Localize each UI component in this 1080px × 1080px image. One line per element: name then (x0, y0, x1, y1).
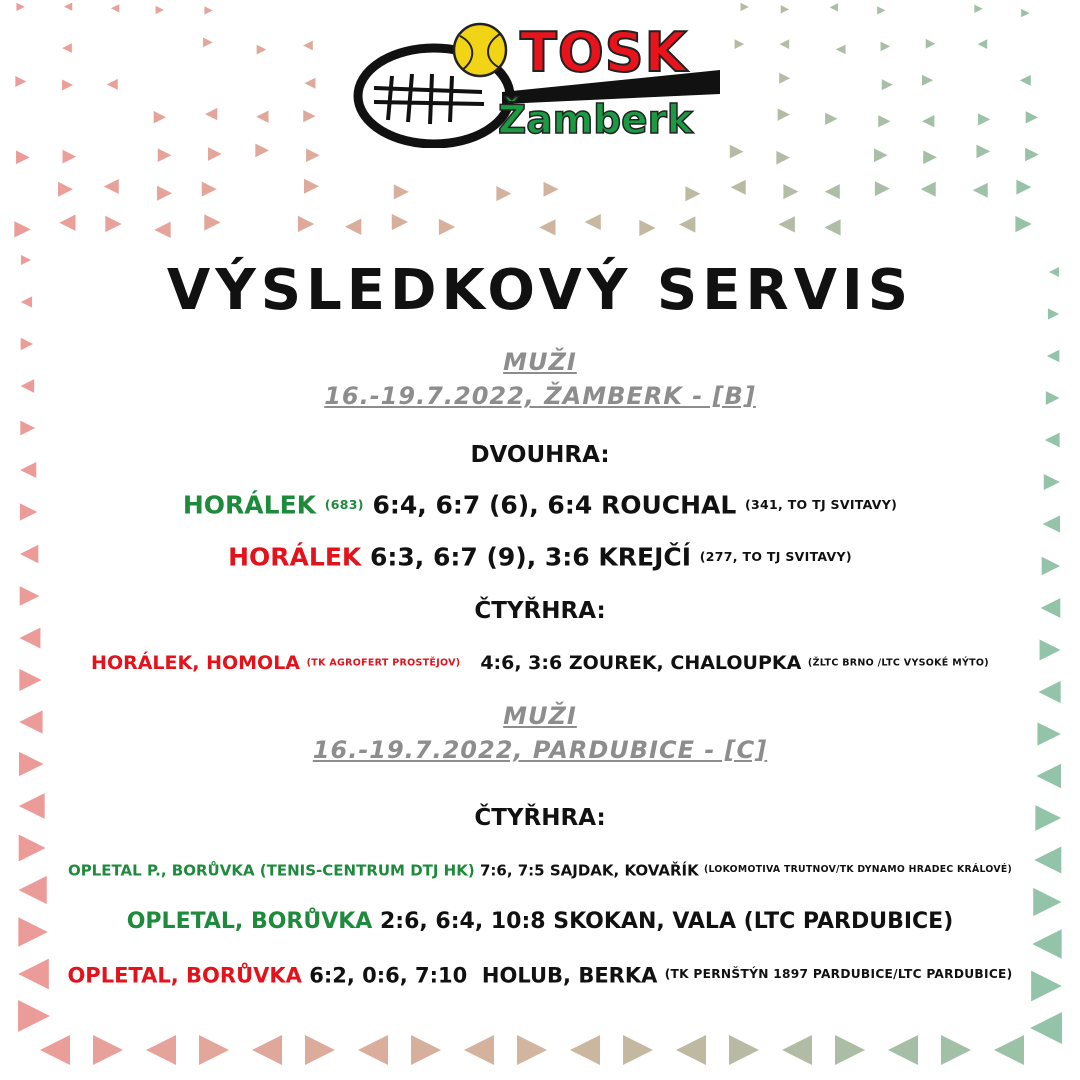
section2-category: MUŽI (503, 702, 577, 730)
decor-triangle (18, 1000, 50, 1032)
decor-triangle (204, 214, 220, 230)
decor-triangle (875, 181, 890, 196)
decor-triangle (824, 219, 840, 235)
section2-event: 16.-19.7.2022, PARDUBICE - [C] (312, 736, 768, 764)
decor-triangle (464, 1035, 494, 1065)
decor-triangle (976, 145, 990, 159)
decor-triangle (304, 78, 315, 89)
decor-triangle (16, 3, 24, 11)
decor-triangle (978, 39, 988, 49)
decor-triangle (358, 1035, 388, 1065)
decor-triangle (585, 214, 601, 230)
match-opponent: KREJČÍ (598, 542, 692, 572)
decor-triangle (298, 216, 314, 232)
decor-triangle (105, 216, 121, 232)
page-title: VÝSLEDKOVÝ SERVIS (166, 258, 914, 323)
decor-triangle (252, 1035, 282, 1065)
decor-triangle (392, 214, 408, 230)
decor-triangle (544, 182, 559, 197)
decor-triangle (926, 39, 936, 49)
decor-triangle (877, 6, 885, 14)
decor-triangle (256, 111, 268, 123)
decor-triangle (154, 222, 170, 238)
decor-triangle (922, 115, 934, 127)
decor-triangle (411, 1035, 441, 1065)
decor-triangle (303, 110, 315, 122)
decor-triangle (20, 628, 41, 649)
decor-triangle (781, 5, 789, 13)
match-score: 6:4, 6:7 (6), 6:4 (372, 490, 593, 520)
match-opponents-club: (TK PERNŠTÝN 1897 PARDUBICE/LTC PARDUBICE) (664, 967, 1013, 981)
decor-triangle (1036, 764, 1061, 789)
decor-triangle (994, 1035, 1024, 1065)
match-opponent-info: (277, TO TJ SVITAVY) (699, 549, 852, 564)
decor-triangle (974, 5, 982, 13)
decor-triangle (874, 148, 888, 162)
decor-triangle (20, 421, 35, 436)
match-player: HORÁLEK (182, 490, 317, 520)
decor-triangle (731, 180, 746, 195)
decor-triangle (539, 219, 555, 235)
decor-triangle (202, 182, 217, 197)
decor-triangle (1026, 111, 1038, 123)
match-score: 4:6, 3:6 (480, 652, 563, 674)
decor-triangle (923, 150, 937, 164)
decor-triangle (825, 184, 840, 199)
match-row (0, 856, 1080, 884)
decor-triangle (62, 43, 72, 53)
decor-triangle (623, 1035, 653, 1065)
section2-doubles-heading: ČTYŘHRA: (474, 805, 606, 831)
decor-triangle (63, 150, 77, 164)
match-row (0, 906, 1080, 938)
match-opponents: ZOUREK, CHALOUPKA (568, 652, 802, 674)
section1-doubles-heading: ČTYŘHRA: (474, 598, 606, 624)
match-opponents: SAJDAK, KOVAŘÍK (549, 861, 699, 880)
decor-triangle (1020, 75, 1031, 86)
decor-triangle (93, 1035, 123, 1065)
tennis-ball-icon (454, 24, 506, 76)
logo-town: Žamberk (498, 98, 693, 143)
decor-triangle (439, 219, 455, 235)
decor-triangle (157, 186, 172, 201)
decor-triangle (40, 1035, 70, 1065)
match-row (0, 488, 1080, 522)
decor-triangle (1021, 9, 1029, 17)
decor-triangle (199, 1035, 229, 1065)
decor-triangle (394, 184, 409, 199)
decor-triangle (146, 1035, 176, 1065)
match-score: 6:3, 6:7 (9), 3:6 (369, 542, 590, 572)
decor-triangle (111, 4, 119, 12)
section1-event: 16.-19.7.2022, ŽAMBERK - [B] (324, 382, 756, 410)
match-players-club: (TK AGROFERT PROSTĚJOV) (306, 657, 461, 669)
decor-triangle (59, 215, 75, 231)
section1-category: MUŽI (503, 348, 577, 376)
decor-triangle (255, 144, 269, 158)
decor-triangle (303, 41, 313, 51)
decor-triangle (783, 184, 798, 199)
decor-triangle (779, 216, 795, 232)
decor-triangle (1030, 1012, 1062, 1044)
decor-triangle (676, 1035, 706, 1065)
decor-triangle (921, 182, 936, 197)
match-players: HORÁLEK, HOMOLA (91, 652, 301, 674)
decor-triangle (208, 147, 222, 161)
match-players: OPLETAL P., BORŮVKA (TENIS-CENTRUM DTJ HK) (67, 861, 475, 880)
decor-triangle (835, 1035, 865, 1065)
decor-triangle (14, 221, 30, 237)
decor-triangle (922, 75, 933, 86)
decor-triangle (305, 1035, 335, 1065)
decor-triangle (154, 111, 166, 123)
decor-triangle (779, 73, 790, 84)
decor-triangle (304, 179, 319, 194)
decor-triangle (941, 1035, 971, 1065)
decor-triangle (776, 151, 790, 165)
decor-triangle (639, 220, 655, 236)
match-player: HORÁLEK (228, 542, 362, 572)
decor-triangle (15, 76, 26, 87)
match-player-rank: (683) (324, 497, 364, 512)
decor-triangle (496, 186, 511, 201)
decor-triangle (517, 1035, 547, 1065)
section1-singles-heading: DVOUHRA: (470, 442, 610, 468)
decor-triangle (825, 113, 837, 125)
decor-triangle (741, 3, 749, 11)
decor-triangle (778, 108, 790, 120)
match-score: 7:6, 7:5 (479, 861, 545, 880)
match-score: 6:2, 0:6, 7:10 (309, 963, 468, 988)
match-opponents: SKOKAN, VALA (LTC PARDUBICE) (553, 909, 954, 934)
match-score: 2:6, 6:4, 10:8 (380, 909, 546, 934)
decor-triangle (156, 6, 164, 14)
decor-triangle (685, 186, 700, 201)
decor-triangle (978, 113, 990, 125)
logo-name: TOSK (520, 21, 688, 84)
decor-triangle (881, 42, 891, 52)
match-row (0, 648, 1080, 679)
decor-triangle (1016, 180, 1031, 195)
club-logo (352, 18, 724, 148)
decor-triangle (1025, 148, 1039, 162)
decor-triangle (735, 39, 745, 49)
decor-triangle (306, 148, 320, 162)
decor-triangle (58, 182, 73, 197)
match-opponents-club: (LOKOMOTIVA TRUTNOV/TK DYNAMO HRADEC KRÁLOVÉ) (703, 864, 1013, 875)
decor-triangle (830, 3, 838, 11)
decor-triangle (729, 1035, 759, 1065)
match-row (0, 958, 1080, 991)
decor-triangle (107, 79, 118, 90)
decor-triangle (1015, 216, 1031, 232)
decor-triangle (730, 145, 744, 159)
match-opponent: ROUCHAL (600, 490, 737, 520)
decor-triangle (888, 1035, 918, 1065)
match-opponent-info: (341, TO TJ SVITAVY) (745, 497, 898, 512)
decor-triangle (878, 115, 890, 127)
decor-triangle (782, 1035, 812, 1065)
decor-triangle (570, 1035, 600, 1065)
decor-triangle (203, 38, 213, 48)
match-opponents-club: (ŽLTC BRNO /LTC VYSOKÉ MÝTO) (807, 657, 989, 669)
decor-triangle (836, 45, 846, 55)
decor-triangle (104, 179, 119, 194)
match-players: OPLETAL, BORŮVKA (126, 909, 373, 934)
decor-triangle (882, 79, 893, 90)
decor-triangle (973, 183, 988, 198)
match-opponents: HOLUB, BERKA (481, 963, 658, 988)
decor-triangle (779, 39, 789, 49)
decor-triangle (62, 79, 73, 90)
match-players: OPLETAL, BORŮVKA (67, 963, 302, 988)
decor-triangle (205, 108, 217, 120)
decor-triangle (16, 150, 30, 164)
decor-triangle (679, 216, 695, 232)
match-row (0, 540, 1080, 574)
decor-triangle (204, 6, 212, 14)
decor-triangle (345, 219, 361, 235)
decor-triangle (257, 45, 267, 55)
decor-triangle (64, 2, 72, 10)
decor-triangle (158, 148, 172, 162)
